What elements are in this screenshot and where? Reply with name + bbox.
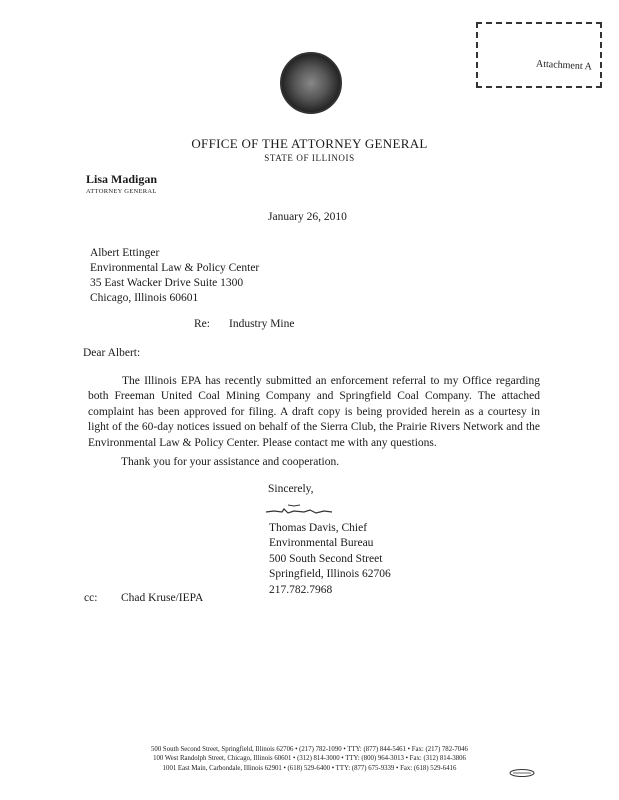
footer-line: 100 West Randolph Street, Chicago, Illinois 60601 • (312) 814-3000 • TTY: (800) 964-3013 • Fax: (312) 814-3806 [153, 755, 466, 763]
recipient-organization: Environmental Law & Policy Center [90, 262, 260, 274]
attachment-label: Attachment A [535, 58, 593, 73]
signer-name: Thomas Davis, Chief [269, 522, 368, 534]
letter-body [88, 374, 540, 451]
recycle-mark-icon [507, 768, 537, 778]
signer-phone: 217.782.7968 [269, 583, 333, 596]
cc-value: Chad Kruse/IEPA [121, 592, 204, 604]
footer-line: 500 South Second Street, Springfield, Illinois 62706 • (217) 782-1090 • TTY: (877) 844-5461 • Fax: (217) 782-7046 [151, 746, 468, 753]
office-state: STATE OF ILLINOIS [264, 153, 355, 163]
reference-label: Re: [194, 318, 210, 330]
signer-street: 500 South Second Street [269, 552, 383, 565]
reference-value: Industry Mine [229, 318, 295, 330]
signature-icon [264, 500, 334, 522]
closing: Sincerely, [268, 483, 314, 495]
attorney-general-title: ATTORNEY GENERAL [86, 188, 157, 195]
state-seal-icon [280, 52, 342, 114]
body-paragraph: The Illinois EPA has recently submitted an enforcement referral to my Office regarding both Freeman United Coal Mining Company and Springfield Coal Company. The attached complaint has been approved for filing. A draft copy is being provided herein as a courtesy in light of the 60-day notices issued on behalf of the Sierra Club, the Prairie Rivers Network and the Environmental Law & Policy Center. Please contact me with any questions. [88, 375, 540, 449]
attachment-stamp [476, 22, 602, 88]
signer-city: Springfield, Illinois 62706 [269, 568, 391, 581]
letter-date: January 26, 2010 [268, 211, 347, 223]
thanks-line: Thank you for your assistance and cooperation. [121, 456, 340, 468]
attorney-general-name: Lisa Madigan [86, 172, 158, 186]
office-title: OFFICE OF THE ATTORNEY GENERAL [191, 136, 428, 151]
signer-unit: Environmental Bureau [269, 537, 374, 550]
salutation: Dear Albert: [83, 347, 141, 359]
recipient-city: Chicago, Illinois 60601 [90, 292, 199, 304]
recipient-name: Albert Ettinger [90, 247, 160, 259]
recipient-street: 35 East Wacker Drive Suite 1300 [90, 277, 244, 289]
footer-line: 1001 East Main, Carbondale, Illinois 62901 • (618) 529-6400 • TTY: (877) 675-9339 • Fax: (618) 529-6416 [162, 764, 457, 772]
signer-block [269, 521, 391, 598]
cc-label: cc: [84, 592, 98, 604]
